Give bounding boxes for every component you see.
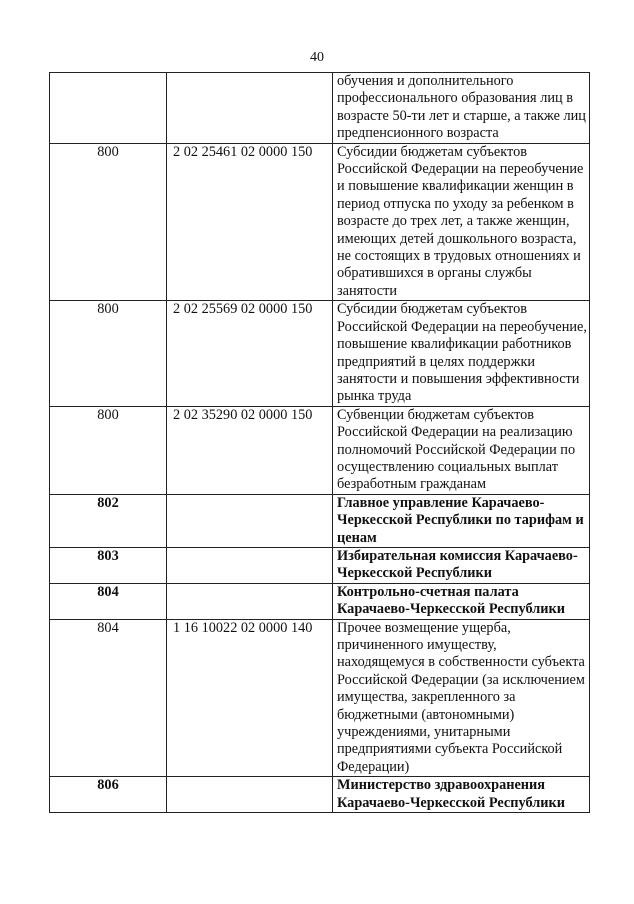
description-cell: Контрольно-счетная палата Карачаево-Черкесской Республики [333,583,590,619]
budget-code-cell: 2 02 25461 02 0000 150 [167,143,333,301]
table-row-header [50,777,590,813]
admin-code-cell: 800 [50,406,167,494]
table-row [50,619,590,777]
page-number: 40 [310,50,324,65]
admin-code-cell: 802 [50,494,167,547]
budget-code-cell [167,73,333,144]
description-cell: Избирательная комиссия Карачаево-Черкесской Республики [333,547,590,583]
budget-code-cell: 2 02 35290 02 0000 150 [167,406,333,494]
table-row [50,143,590,301]
description-cell: Субвенции бюджетам субъектов Российской Федерации на реализацию полномочий Российской Федерации по осуществлению социальных выплат безработным гражданам [333,406,590,494]
table-row [50,406,590,494]
budget-classification-table [49,72,590,813]
budget-code-cell: 2 02 25569 02 0000 150 [167,301,333,406]
description-cell: Субсидии бюджетам субъектов Российской Федерации на переобучение и повышение квалификации женщин в период отпуска по уходу за ребенком в возрасте до трех лет, а также женщин, имеющих детей дошкольного возраста, не состоящих в трудовых отношениях и обратившихся в органы службы занятости [333,143,590,301]
table-row [50,301,590,406]
description-cell: Министерство здравоохранения Карачаево-Черкесской Республики [333,777,590,813]
budget-code-cell [167,547,333,583]
description-cell: обучения и дополнительного профессионального образования лиц в возрасте 50-ти лет и старше, а также лиц предпенсионного возраста [333,73,590,144]
admin-code-cell [50,73,167,144]
budget-code-cell: 1 16 10022 02 0000 140 [167,619,333,777]
admin-code-cell: 800 [50,301,167,406]
table-row-header [50,494,590,547]
description-cell: Главное управление Карачаево-Черкесской Республики по тарифам и ценам [333,494,590,547]
admin-code-cell: 803 [50,547,167,583]
table-row-header [50,583,590,619]
budget-code-cell [167,583,333,619]
description-cell: Прочее возмещение ущерба, причиненного имуществу, находящемуся в собственности субъекта Российской Федерации (за исключением имущества, закрепленного за бюджетными (автономными) учреждениями, унитарными предприятиями субъекта Российской Федерации) [333,619,590,777]
description-cell: Субсидии бюджетам субъектов Российской Федерации на переобучение, повышение квалификации работников предприятий в целях поддержки занятости и повышения эффективности рынка труда [333,301,590,406]
budget-code-cell [167,777,333,813]
admin-code-cell: 804 [50,619,167,777]
budget-code-cell [167,494,333,547]
admin-code-cell: 800 [50,143,167,301]
admin-code-cell: 804 [50,583,167,619]
admin-code-cell: 806 [50,777,167,813]
table-row-header [50,547,590,583]
table-row [50,73,590,144]
